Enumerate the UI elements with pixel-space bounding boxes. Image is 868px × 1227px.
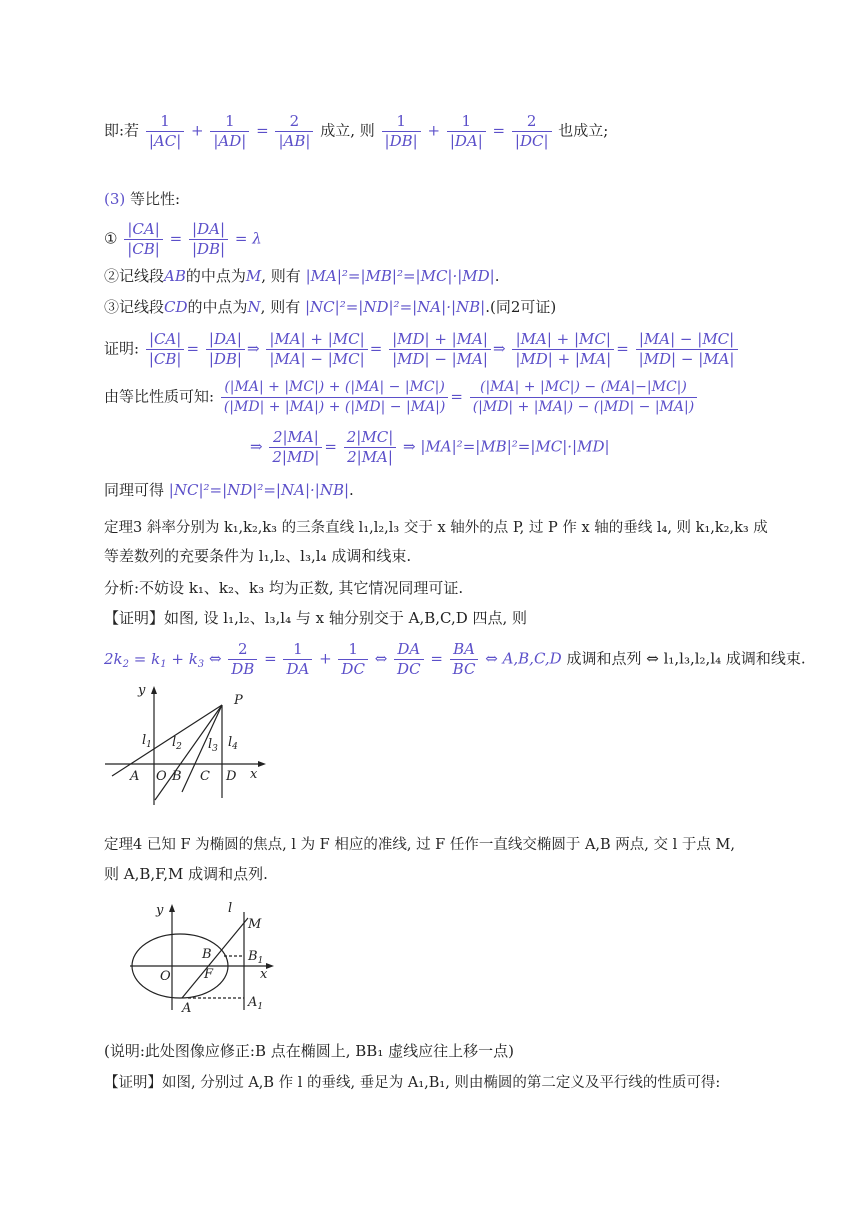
svg-text:O: O	[160, 969, 171, 984]
svg-text:x: x	[250, 767, 258, 782]
theorem-3-line-1: 定理3 斜率分别为 k₁,k₂,k₃ 的三条直线 l₁,l₂,l₃ 交于 x 轴外的点 P, 过 P 作 x 轴的垂线 l₄, 则 k₁,k₂,k₃ 成	[104, 520, 768, 536]
svg-text:F: F	[204, 967, 214, 982]
svg-text:B: B	[172, 769, 182, 784]
theorem-3-equivalence-chain: $2k_2 = k_1 + k_3$ ⇔ $\frac{2}{DB}$ = $\frac{1}{DA}$ + $\frac{1}{DC}$ ⇔ $\frac{DA}{DC}$ = $\frac{BA}{BC}$ ⇔ A,B,C,D 成调和点列 ⇔ l₁,l₃,l₂,l₄ 成调和线束.	[104, 640, 806, 678]
figure-harmonic-pencil	[100, 680, 270, 810]
proof-step-1: 证明: $\frac{|CA|}{|CB|}$ = $\frac{|DA|}{|DB|}$ ⇒ $\frac{|MA| + |MC|}{|MA| - |MC|}$ = $\frac{|MD| + |MA|}{|MD| - |MA|}$ ⇒ $\frac{|MA| + |MC|}{|MD| + |MA|}$ = $\frac{|MA| - |MC|}{|MD| - |MA|}$	[104, 330, 740, 369]
svg-text:B: B	[202, 947, 212, 962]
harmonic-reciprocal-line: 即:若 $\frac{1}{|AC|}$ + $\frac{1}{|AD|}$ = $\frac{2}{|AB|}$ 成立, 则 $\frac{1}{|DB|}$ + $\frac{1}{|DA|}$ = $\frac{2}{|DC|}$ 也成立;	[104, 112, 609, 150]
svg-text:l2: $l_2$	[172, 735, 182, 752]
svg-text:y: y	[156, 903, 164, 918]
theorem-4-line-1: 定理4 已知 F 为椭圆的焦点, l 为 F 相应的准线, 过 F 任作一直线交椭圆于 A,B 两点, 交 l 于点 M,	[104, 837, 735, 853]
theorem-3-proof: 【证明】如图, 设 l₁,l₂、l₃,l₄ 与 x 轴分别交于 A,B,C,D 四点, 则	[104, 609, 528, 627]
figure-correction-note: (说明:此处图像应修正:B 点在椭圆上, BB₁ 虚线应往上移一点)	[104, 1042, 514, 1060]
proof-step-3: ⇒ $\frac{2|MA|}{2|MD|}$ = $\frac{2|MC|}{2|MA|}$ ⇒ |MA|²=|MB|²=|MC|·|MD|	[250, 428, 610, 466]
svg-text:y: y	[138, 683, 146, 698]
svg-text:O: O	[156, 769, 167, 784]
theorem-3-line-2: 等差数列的充要条件为 l₁,l₂、l₃,l₄ 成调和线束.	[104, 547, 412, 565]
svg-text:l1: $l_1$	[142, 733, 152, 750]
proof-step-4: 同理可得 |NC|²=|ND|²=|NA|·|NB|.	[104, 481, 354, 499]
svg-text:D: D	[226, 769, 237, 784]
theorem-3-analysis: 分析:不妨设 k₁、k₂、k₃ 均为正数, 其它情况同理可证.	[104, 579, 464, 597]
svg-text:C: C	[200, 769, 210, 784]
figure-ellipse-focus	[120, 898, 290, 1018]
svg-text:l3: $l_3$	[208, 737, 218, 754]
theorem-4-line-2: 则 A,B,F,M 成调和点列.	[104, 865, 268, 883]
svg-text:l4: $l_4$	[228, 735, 238, 752]
theorem-4-proof: 【证明】如图, 分别过 A,B 作 l 的垂线, 垂足为 A₁,B₁, 则由椭圆的第二定义及平行线的性质可得:	[104, 1075, 721, 1091]
svg-text:A1: $A_1$	[248, 995, 264, 1012]
proof-step-2: 由等比性质可知: $\frac{(|MA| + |MC|) + (|MA| - |MC|)}{(|MD| + |MA|) + (|MD| - |MA|)}$ = $\frac{(|MA| + |MC|) - (MA|-|MC|)}{(|MD| + |MA|) - (|MD| - |MA|)}$	[104, 378, 699, 417]
section-3-title: (3) 等比性:	[104, 190, 181, 208]
item-2-midpoint: ②记线段AB的中点为M, 则有 |MA|²=|MB|²=|MC|·|MD|.	[104, 267, 500, 285]
svg-text:x: x	[260, 967, 268, 982]
svg-text:P: P	[234, 693, 243, 708]
svg-text:l: l	[228, 901, 233, 916]
item-1-ratio: ① $\frac{|CA|}{|CB|}$ = $\frac{|DA|}{|DB|}$ = λ	[104, 220, 262, 258]
svg-text:A: A	[130, 769, 140, 784]
item-3-midpoint: ③记线段CD的中点为N, 则有 |NC|²=|ND|²=|NA|·|NB|.(同2可证)	[104, 298, 557, 316]
svg-text:B1: $B_1$	[248, 949, 264, 966]
svg-text:A: A	[182, 1001, 192, 1016]
svg-text:M: M	[248, 917, 262, 932]
